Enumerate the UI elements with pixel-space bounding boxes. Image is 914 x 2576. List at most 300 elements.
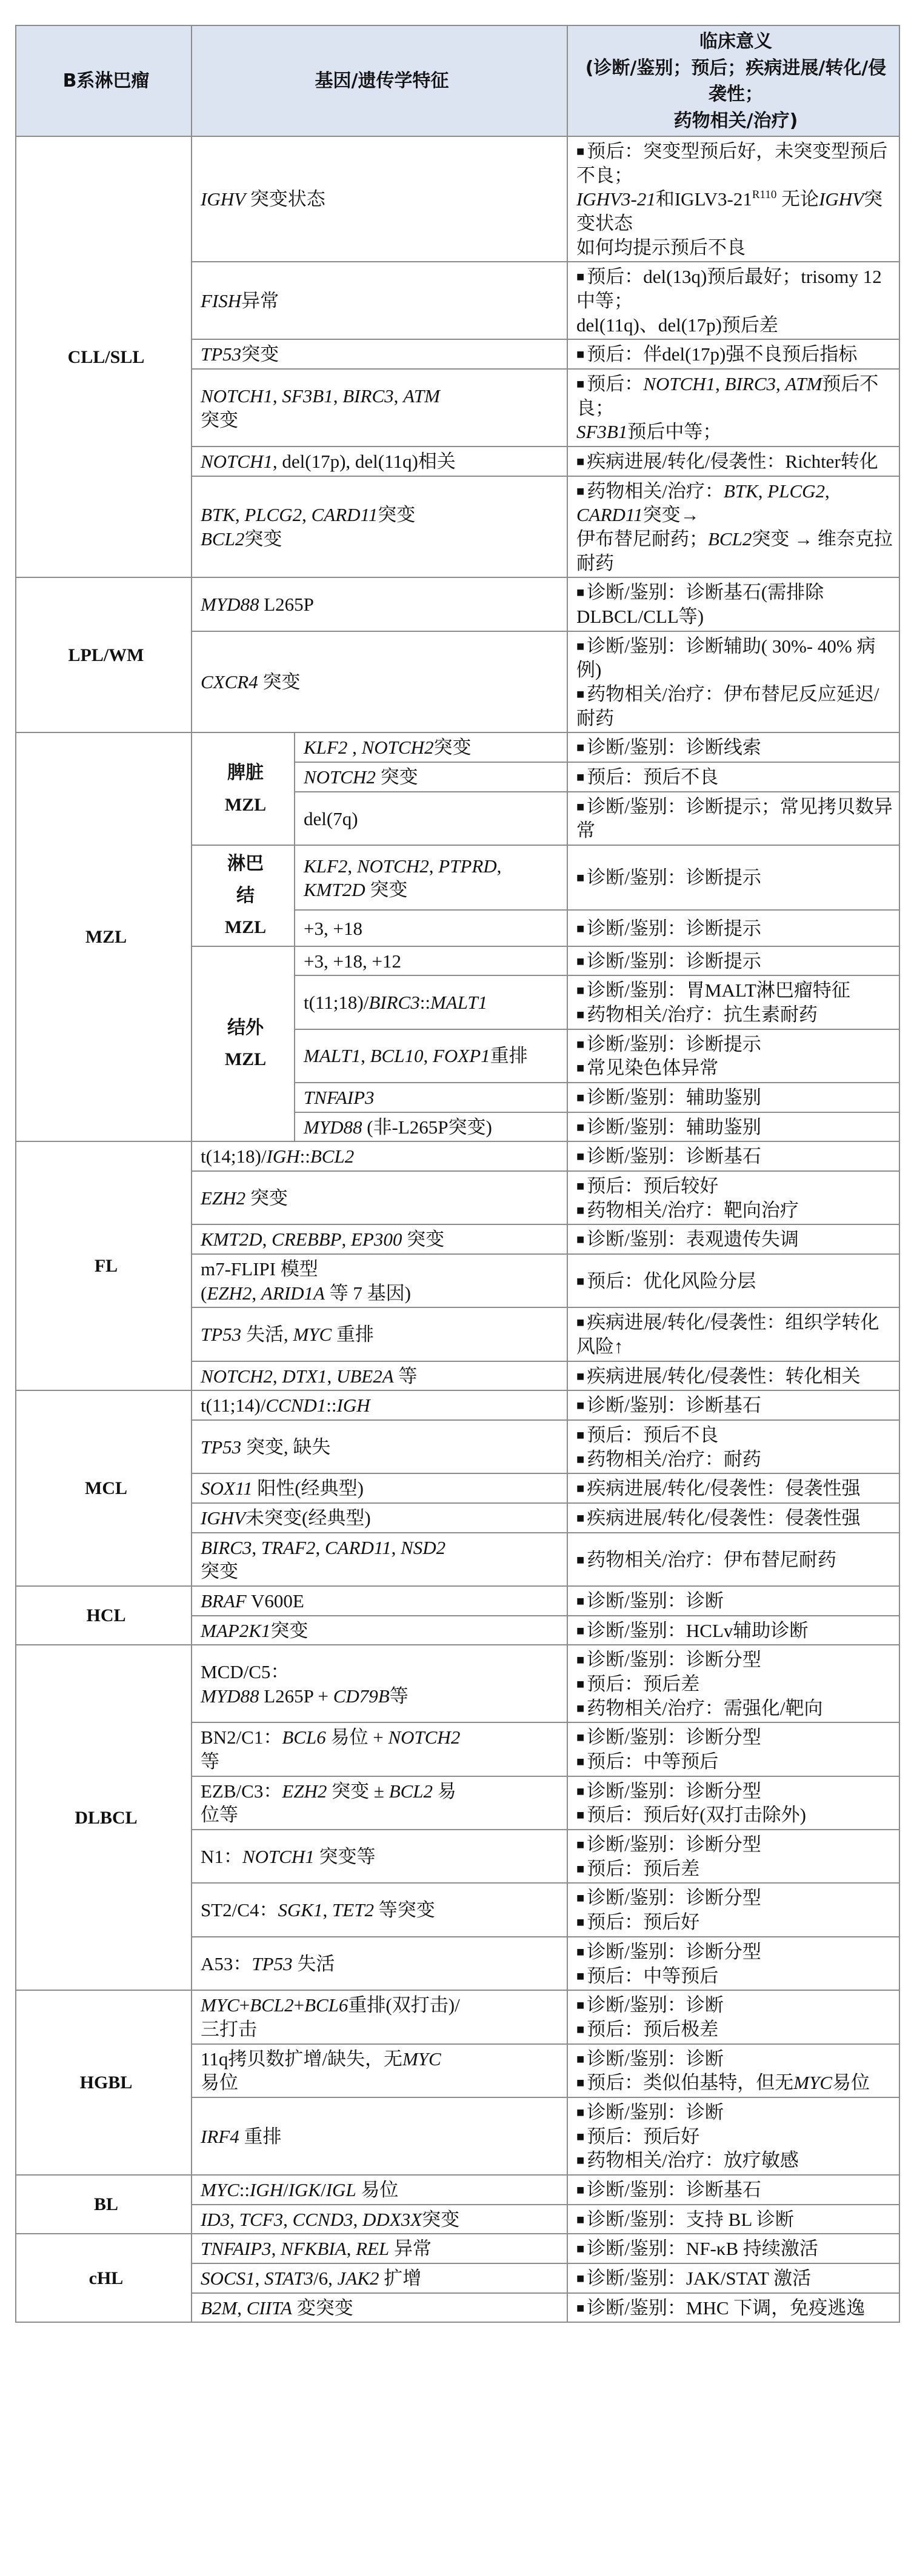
square-bullet-icon: ■ xyxy=(576,1968,585,1983)
square-bullet-icon: ■ xyxy=(576,1178,585,1194)
lymphoma-type-cell xyxy=(16,1141,192,1390)
table-row xyxy=(16,1586,899,1616)
clinical-significance-cell xyxy=(567,1083,899,1112)
genetic-feature-cell xyxy=(192,1616,567,1645)
genetic-feature-text: +3, +18, +12 xyxy=(304,950,401,972)
clinical-significance-cell xyxy=(567,2097,899,2175)
table-body xyxy=(16,136,899,2322)
clinical-significance-text: 诊断/鉴别：诊断分型 xyxy=(587,1780,761,1802)
clinical-significance-cell xyxy=(567,262,899,339)
clinical-significance-text: 预后：优化风险分层 xyxy=(587,1270,756,1292)
genetic-feature-cell xyxy=(192,262,567,339)
clinical-significance-text: 诊断/鉴别：诊断分型 xyxy=(587,1834,761,1856)
square-bullet-icon: ■ xyxy=(576,1861,585,1876)
clinical-significance-text: 诊断/鉴别：诊断分型 xyxy=(587,1649,761,1671)
genetic-feature-text: KMT2D 突变 xyxy=(304,879,408,901)
genetic-feature-text: 易位 xyxy=(201,2072,238,2094)
lymphoma-type-label: MZL xyxy=(85,927,127,948)
genetic-feature-cell xyxy=(192,1990,567,2043)
lymphoma-type-cell xyxy=(16,2234,192,2322)
clinical-significance-cell xyxy=(567,2205,899,2234)
lymphoma-type-cell xyxy=(16,732,192,1141)
genetic-feature-text: IGHV 突变状态 xyxy=(201,188,325,210)
genetic-feature-cell xyxy=(192,136,567,262)
clinical-significance-text: 预后：预后极差 xyxy=(587,2018,719,2040)
lymphoma-type-label: LPL/WM xyxy=(68,645,144,665)
genetic-feature-cell xyxy=(192,1171,567,1224)
lymphoma-type-cell xyxy=(16,1990,192,2175)
clinical-significance-text: 诊断/鉴别：辅助鉴别 xyxy=(587,1087,761,1108)
clinical-significance-cell xyxy=(567,446,899,476)
genetic-feature-cell xyxy=(295,845,567,910)
clinical-significance-cell xyxy=(567,1390,899,1420)
genetic-feature-cell xyxy=(192,1883,567,1936)
genetic-feature-cell xyxy=(192,1141,567,1171)
genetic-feature-cell xyxy=(295,1083,567,1112)
genetic-feature-text: 11q拷贝数扩增/缺失，无MYC xyxy=(201,2048,441,2070)
clinical-significance-cell xyxy=(567,1503,899,1533)
clinical-significance-text: 药物相关/治疗：伊布替尼耐药 xyxy=(587,1549,836,1570)
clinical-significance-text: 药物相关/治疗：耐药 xyxy=(587,1448,761,1470)
square-bullet-icon: ■ xyxy=(576,1090,585,1105)
genetic-feature-cell xyxy=(192,631,567,733)
header-sig-line-2: (诊断/鉴别；预后；疾病进展/转化/侵袭性； xyxy=(585,57,887,105)
square-bullet-icon: ■ xyxy=(576,740,585,755)
clinical-significance-text: 预后：预后好(双打击除外) xyxy=(587,1804,806,1826)
genetic-feature-text: TP53 突变, 缺失 xyxy=(201,1436,331,1458)
square-bullet-icon: ■ xyxy=(576,585,585,600)
genetic-feature-text: MYC::IGH/IGK/IGL 易位 xyxy=(201,2179,399,2200)
mzl-subtype-label: 淋巴 xyxy=(227,854,264,874)
lymphoma-type-label: HGBL xyxy=(79,2072,133,2093)
clinical-significance-text: 药物相关/治疗：放疗敏感 xyxy=(587,2149,799,2171)
genetic-feature-cell xyxy=(192,1645,567,1722)
square-bullet-icon: ■ xyxy=(576,1652,585,1668)
genetic-feature-text: FISH异常 xyxy=(201,290,279,312)
lymphoma-type-label: BL xyxy=(93,2194,119,2214)
clinical-significance-cell xyxy=(567,2175,899,2205)
clinical-significance-cell xyxy=(567,762,899,792)
square-bullet-icon: ■ xyxy=(576,2270,585,2286)
table-row xyxy=(16,577,899,631)
genetic-feature-cell xyxy=(295,732,567,762)
genetic-feature-cell xyxy=(192,2205,567,2234)
clinical-significance-text: 诊断/鉴别：诊断提示 xyxy=(587,1033,761,1055)
clinical-significance-cell xyxy=(567,1883,899,1936)
clinical-significance-cell xyxy=(567,577,899,631)
clinical-significance-text: 疾病进展/转化/侵袭性：转化相关 xyxy=(587,1365,861,1387)
table-row xyxy=(16,1645,899,1722)
clinical-significance-cell xyxy=(567,792,899,845)
clinical-significance-text: 诊断/鉴别：诊断基石 xyxy=(587,2179,761,2200)
header-sig-line-3: 药物相关/治疗) xyxy=(673,110,798,131)
lymphoma-type-cell xyxy=(16,1645,192,1990)
genetic-feature-text: EZH2 突变 xyxy=(201,1187,288,1209)
clinical-significance-text: 预后：预后差 xyxy=(587,1673,700,1695)
clinical-significance-cell xyxy=(567,1254,899,1307)
square-bullet-icon: ■ xyxy=(576,2075,585,2091)
genetic-feature-cell xyxy=(192,2293,567,2323)
genetic-feature-text: BRAF V600E xyxy=(201,1590,304,1612)
genetic-feature-text: (EZH2, ARID1A 等 7 基因) xyxy=(201,1282,412,1304)
square-bullet-icon: ■ xyxy=(576,1119,585,1135)
clinical-significance-text: 疾病进展/转化/侵袭性：Richter转化 xyxy=(587,451,878,473)
clinical-significance-text: 预后：预后好 xyxy=(587,2125,700,2147)
clinical-significance-text: 诊断/鉴别：诊断基石 xyxy=(587,1395,761,1416)
genetic-feature-text: TP53 失活, MYC 重排 xyxy=(201,1324,374,1346)
genetic-feature-text: MYD88 L265P + CD79B等 xyxy=(201,1685,409,1707)
genetic-feature-text: IGHV未突变(经典型) xyxy=(201,1507,371,1529)
square-bullet-icon: ■ xyxy=(576,983,585,998)
square-bullet-icon: ■ xyxy=(576,2021,585,2037)
genetic-feature-text: NOTCH2 突变 xyxy=(304,766,418,788)
genetic-feature-text: N1：NOTCH1 突变等 xyxy=(201,1845,376,1867)
mzl-subtype-label: MZL xyxy=(224,1049,267,1070)
genetic-feature-text: t(11;18)/BIRC3::MALT1 xyxy=(304,992,488,1014)
clinical-significance-text: 诊断/鉴别：诊断提示 xyxy=(587,867,761,889)
clinical-significance-text: 诊断/鉴别：胃MALT淋巴瘤特征 xyxy=(587,980,850,1001)
clinical-significance-text: IGHV3-21和$IGLV3-21^{R110}$ 无论IGHV突变状态 xyxy=(576,188,883,234)
clinical-significance-text: 诊断/鉴别：诊断基石(需排除 DLBCL/CLL等) xyxy=(576,582,824,628)
genetic-feature-cell xyxy=(192,1224,567,1254)
clinical-significance-text: 诊断/鉴别：诊断基石 xyxy=(587,1146,761,1167)
clinical-significance-text: 诊断/鉴别：诊断 xyxy=(587,1994,724,2016)
genetic-feature-cell xyxy=(192,1503,567,1533)
genetic-feature-cell xyxy=(192,446,567,476)
clinical-significance-text: 预后：NOTCH1, BIRC3, ATM预后不良； xyxy=(576,373,879,419)
genetic-feature-text: TNFAIP3 xyxy=(304,1087,375,1108)
clinical-significance-cell xyxy=(567,1533,899,1586)
clinical-significance-cell xyxy=(567,1141,899,1171)
square-bullet-icon: ■ xyxy=(576,1754,585,1770)
clinical-significance-text: 诊断/鉴别：辅助鉴别 xyxy=(587,1116,761,1138)
clinical-significance-text: 诊断/鉴别：支持 BL 诊断 xyxy=(587,2208,794,2230)
mzl-subtype-label: MZL xyxy=(224,794,267,815)
mzl-subtype-cell xyxy=(192,732,295,845)
clinical-significance-text: 诊断/鉴别：诊断线索 xyxy=(587,737,761,759)
clinical-significance-cell xyxy=(567,136,899,262)
genetic-feature-text: A53：TP53 失活 xyxy=(201,1953,335,1974)
genetic-feature-cell xyxy=(192,1361,567,1391)
clinical-significance-text: 诊断/鉴别：诊断 xyxy=(587,2101,724,2123)
square-bullet-icon: ■ xyxy=(576,2128,585,2144)
genetic-feature-cell xyxy=(295,946,567,976)
genetic-feature-cell xyxy=(295,910,567,946)
genetic-feature-text: CXCR4 突变 xyxy=(201,671,301,693)
square-bullet-icon: ■ xyxy=(576,1914,585,1930)
genetic-feature-cell xyxy=(295,792,567,845)
genetic-feature-text: NOTCH2, DTX1, UBE2A 等 xyxy=(201,1365,418,1387)
clinical-significance-text: 诊断/鉴别：JAK/STAT 激活 xyxy=(587,2267,812,2289)
clinical-significance-cell xyxy=(567,1616,899,1645)
square-bullet-icon: ■ xyxy=(576,2104,585,2120)
genetic-feature-cell xyxy=(192,1776,567,1830)
clinical-significance-text: 药物相关/治疗：伊布替尼反应延迟/耐药 xyxy=(576,683,879,729)
clinical-significance-cell xyxy=(567,1420,899,1473)
table-row xyxy=(16,2234,899,2263)
square-bullet-icon: ■ xyxy=(576,347,585,362)
clinical-significance-cell xyxy=(567,2234,899,2263)
genetic-feature-text: MYD88 (非-L265P突变) xyxy=(304,1116,492,1138)
clinical-significance-cell xyxy=(567,1307,899,1361)
genetic-feature-cell xyxy=(192,2044,567,2097)
clinical-significance-cell xyxy=(567,2044,899,2097)
genetic-feature-cell xyxy=(192,1937,567,1990)
clinical-significance-cell xyxy=(567,476,899,578)
square-bullet-icon: ■ xyxy=(576,2051,585,2066)
square-bullet-icon: ■ xyxy=(576,2153,585,2168)
square-bullet-icon: ■ xyxy=(576,1807,585,1823)
square-bullet-icon: ■ xyxy=(576,638,585,654)
genetic-feature-text: 三打击 xyxy=(201,2018,257,2040)
header-genetic-feature: 基因/遗传学特征 xyxy=(192,25,567,136)
clinical-significance-cell xyxy=(567,1990,899,2043)
clinical-significance-text: SF3B1预后中等； xyxy=(576,421,722,443)
clinical-significance-text: 诊断/鉴别：诊断 xyxy=(587,1590,724,1612)
square-bullet-icon: ■ xyxy=(576,769,585,785)
lymphoma-genetics-table xyxy=(15,25,900,2323)
genetic-feature-text: NOTCH1, SF3B1, BIRC3, ATM xyxy=(201,385,440,407)
square-bullet-icon: ■ xyxy=(576,1202,585,1218)
mzl-subtype-cell xyxy=(192,845,295,946)
genetic-feature-cell xyxy=(192,476,567,578)
mzl-subtype-cell xyxy=(192,946,295,1142)
genetic-feature-text: m7-FLIPI 模型 xyxy=(201,1258,318,1280)
table-row xyxy=(16,1990,899,2043)
square-bullet-icon: ■ xyxy=(576,1451,585,1467)
genetic-feature-cell xyxy=(192,1586,567,1616)
clinical-significance-cell xyxy=(567,1361,899,1391)
table-header-row xyxy=(16,25,899,136)
clinical-significance-text: 诊断/鉴别：诊断提示 xyxy=(587,950,761,972)
genetic-feature-text: 突变 xyxy=(201,409,238,431)
genetic-feature-text: MAP2K1突变 xyxy=(201,1619,309,1641)
table-row xyxy=(16,732,899,762)
square-bullet-icon: ■ xyxy=(576,1427,585,1443)
genetic-feature-text: del(7q) xyxy=(304,808,358,829)
genetic-feature-text: 突变 xyxy=(201,1561,238,1582)
genetic-feature-cell xyxy=(192,1254,567,1307)
square-bullet-icon: ■ xyxy=(576,2241,585,2257)
square-bullet-icon: ■ xyxy=(576,1890,585,1906)
clinical-significance-cell xyxy=(567,1722,899,1776)
lymphoma-type-label: MCL xyxy=(85,1478,127,1499)
square-bullet-icon: ■ xyxy=(576,1006,585,1022)
lymphoma-type-cell xyxy=(16,136,192,577)
genetic-feature-text: IRF4 重排 xyxy=(201,2125,282,2147)
square-bullet-icon: ■ xyxy=(576,1837,585,1853)
clinical-significance-cell xyxy=(567,1645,899,1722)
square-bullet-icon: ■ xyxy=(576,2182,585,2197)
square-bullet-icon: ■ xyxy=(576,1368,585,1384)
clinical-significance-text: 诊断/鉴别：MHC 下调，免疫逃逸 xyxy=(587,2297,866,2319)
clinical-significance-text: 预后：中等预后 xyxy=(587,1751,719,1773)
genetic-feature-cell xyxy=(295,975,567,1029)
clinical-significance-text: 预后：中等预后 xyxy=(587,1965,719,1987)
genetic-feature-text: MYC+BCL2+BCL6重排(双打击)/ xyxy=(201,1994,460,2016)
square-bullet-icon: ■ xyxy=(576,1149,585,1164)
clinical-significance-cell xyxy=(567,845,899,910)
genetic-feature-cell xyxy=(295,1112,567,1142)
clinical-significance-text: del(11q)、del(17p)预后差 xyxy=(576,314,778,336)
header-sig-line-1: 临床意义 xyxy=(699,31,772,52)
genetic-feature-cell xyxy=(295,1029,567,1083)
clinical-significance-cell xyxy=(567,1830,899,1883)
genetic-feature-text: 等 xyxy=(201,1751,219,1773)
genetic-feature-text: MALT1, BCL10, FOXP1重排 xyxy=(304,1045,528,1067)
square-bullet-icon: ■ xyxy=(576,1510,585,1526)
mzl-subtype-label: 结 xyxy=(236,885,255,906)
square-bullet-icon: ■ xyxy=(576,2300,585,2315)
clinical-significance-text: 预后：突变型预后好，未突变型预后不良； xyxy=(576,141,888,186)
genetic-feature-cell xyxy=(192,1390,567,1420)
clinical-significance-text: 诊断/鉴别：诊断 xyxy=(587,2048,724,2070)
clinical-significance-cell xyxy=(567,1937,899,1990)
header-lymphoma-type: B系淋巴瘤 xyxy=(16,25,192,136)
clinical-significance-cell xyxy=(567,1776,899,1830)
clinical-significance-text: 疾病进展/转化/侵袭性：侵袭性强 xyxy=(587,1507,861,1529)
genetic-feature-text: t(14;18)/IGH::BCL2 xyxy=(201,1146,355,1167)
clinical-significance-cell xyxy=(567,946,899,976)
clinical-significance-text: 诊断/鉴别：诊断分型 xyxy=(587,1887,761,1909)
genetic-feature-text: SOCS1, STAT3/6, JAK2 扩增 xyxy=(201,2267,422,2289)
clinical-significance-text: 诊断/鉴别：HCLv辅助诊断 xyxy=(587,1619,809,1641)
genetic-feature-text: NOTCH1, del(17p), del(11q)相关 xyxy=(201,451,456,473)
square-bullet-icon: ■ xyxy=(576,269,585,285)
lymphoma-type-label: DLBCL xyxy=(75,1807,138,1828)
genetic-feature-cell xyxy=(192,339,567,369)
genetic-feature-cell xyxy=(192,1722,567,1776)
square-bullet-icon: ■ xyxy=(576,1783,585,1799)
clinical-significance-cell xyxy=(567,2293,899,2323)
clinical-significance-text: 药物相关/治疗：需强化/靶向 xyxy=(587,1697,823,1719)
square-bullet-icon: ■ xyxy=(576,1700,585,1716)
clinical-significance-text: 疾病进展/转化/侵袭性：组织学转化风险↑ xyxy=(576,1312,879,1358)
genetic-feature-cell xyxy=(192,2234,567,2263)
genetic-feature-text: KLF2 , NOTCH2突变 xyxy=(304,737,472,759)
square-bullet-icon: ■ xyxy=(576,1944,585,1959)
genetic-feature-text: +3, +18 xyxy=(304,917,362,939)
table-row xyxy=(16,1390,899,1420)
table-row xyxy=(16,1141,899,1171)
genetic-feature-cell xyxy=(192,2097,567,2175)
genetic-feature-cell xyxy=(295,762,567,792)
genetic-feature-text: BTK, PLCG2, CARD11突变 xyxy=(201,504,416,526)
table-row xyxy=(16,2175,899,2205)
square-bullet-icon: ■ xyxy=(576,376,585,392)
clinical-significance-cell xyxy=(567,339,899,369)
clinical-significance-cell xyxy=(567,975,899,1029)
genetic-feature-cell xyxy=(192,369,567,446)
genetic-feature-text: 位等 xyxy=(201,1804,238,1826)
header-clinical-significance xyxy=(567,25,899,136)
square-bullet-icon: ■ xyxy=(576,1315,585,1330)
clinical-significance-text: 预后：预后不良 xyxy=(587,766,719,788)
square-bullet-icon: ■ xyxy=(576,1676,585,1692)
clinical-significance-text: 预后：预后好 xyxy=(587,1911,700,1933)
clinical-significance-text: 伊布替尼耐药；BCL2突变 → 维奈克拉耐药 xyxy=(576,528,893,574)
square-bullet-icon: ■ xyxy=(576,1593,585,1609)
clinical-significance-cell xyxy=(567,1029,899,1083)
genetic-feature-text: MYD88 L265P xyxy=(201,594,314,616)
square-bullet-icon: ■ xyxy=(576,144,585,159)
clinical-significance-text: 诊断/鉴别：诊断分型 xyxy=(587,1727,761,1748)
square-bullet-icon: ■ xyxy=(576,1622,585,1638)
clinical-significance-text: 预后：预后不良 xyxy=(587,1424,719,1446)
genetic-feature-text: TP53突变 xyxy=(201,344,279,365)
clinical-significance-text: 如何均提示预后不良 xyxy=(576,236,746,258)
clinical-significance-cell xyxy=(567,732,899,762)
mzl-subtype-label: 脾脏 xyxy=(227,763,264,783)
genetic-feature-text: BN2/C1：BCL6 易位 + NOTCH2 xyxy=(201,1727,461,1748)
clinical-significance-cell xyxy=(567,1586,899,1616)
clinical-significance-cell xyxy=(567,1171,899,1224)
clinical-significance-cell xyxy=(567,2263,899,2293)
clinical-significance-cell xyxy=(567,1112,899,1142)
genetic-feature-text: ID3, TCF3, CCND3, DDX3X突变 xyxy=(201,2208,460,2230)
clinical-significance-text: 预后：del(13q)预后最好；trisomy 12中等； xyxy=(576,266,882,312)
square-bullet-icon: ■ xyxy=(576,454,585,470)
square-bullet-icon: ■ xyxy=(576,1481,585,1496)
clinical-significance-text: 诊断/鉴别：诊断提示 xyxy=(587,917,761,939)
lymphoma-type-label: CLL/SLL xyxy=(67,347,145,367)
square-bullet-icon: ■ xyxy=(576,1036,585,1052)
genetic-feature-cell xyxy=(192,1307,567,1361)
square-bullet-icon: ■ xyxy=(576,953,585,969)
square-bullet-icon: ■ xyxy=(576,1398,585,1413)
square-bullet-icon: ■ xyxy=(576,1060,585,1076)
square-bullet-icon: ■ xyxy=(576,483,585,499)
square-bullet-icon: ■ xyxy=(576,2211,585,2227)
genetic-feature-cell xyxy=(192,1473,567,1503)
clinical-significance-text: 预后：预后差 xyxy=(587,1857,700,1879)
lymphoma-type-cell xyxy=(16,577,192,732)
lymphoma-type-cell xyxy=(16,1586,192,1645)
square-bullet-icon: ■ xyxy=(576,798,585,814)
genetic-feature-text: SOX11 阳性(经典型) xyxy=(201,1478,364,1499)
genetic-feature-text: KMT2D, CREBBP, EP300 突变 xyxy=(201,1229,445,1250)
genetic-feature-cell xyxy=(192,577,567,631)
clinical-significance-cell xyxy=(567,369,899,446)
lymphoma-type-label: FL xyxy=(94,1256,118,1276)
genetic-feature-cell xyxy=(192,1533,567,1586)
clinical-significance-cell xyxy=(567,1473,899,1503)
genetic-feature-text: KLF2, NOTCH2, PTPRD, xyxy=(304,855,502,877)
genetic-feature-text: MCD/C5： xyxy=(201,1661,290,1683)
clinical-significance-text: 预后：伴del(17p)强不良预后指标 xyxy=(587,344,858,365)
lymphoma-type-cell xyxy=(16,2175,192,2234)
clinical-significance-text: 诊断/鉴别：NF-κB 持续激活 xyxy=(587,2238,818,2260)
clinical-significance-text: 诊断/鉴别：诊断分型 xyxy=(587,1940,761,1962)
clinical-significance-text: 诊断/鉴别：表观遗传失调 xyxy=(587,1229,799,1250)
clinical-significance-text: 药物相关/治疗：靶向治疗 xyxy=(587,1199,799,1221)
square-bullet-icon: ■ xyxy=(576,686,585,702)
genetic-feature-text: t(11;14)/CCND1::IGH xyxy=(201,1395,370,1416)
genetic-feature-text: TNFAIP3, NFKBIA, REL 异常 xyxy=(201,2238,432,2260)
genetic-feature-text: EZB/C3：EZH2 突变 ± BCL2 易 xyxy=(201,1780,456,1802)
square-bullet-icon: ■ xyxy=(576,1232,585,1247)
clinical-significance-cell xyxy=(567,910,899,946)
table-row xyxy=(16,136,899,262)
genetic-feature-text: BCL2突变 xyxy=(201,528,282,550)
genetic-feature-cell xyxy=(192,2175,567,2205)
genetic-feature-text: B2M, CIITA 変突变 xyxy=(201,2297,353,2319)
clinical-significance-text: 诊断/鉴别：诊断提示；常见拷贝数异常 xyxy=(576,795,893,842)
genetic-feature-cell xyxy=(192,1420,567,1473)
clinical-significance-cell xyxy=(567,631,899,733)
clinical-significance-text: 预后：预后较好 xyxy=(587,1175,719,1197)
square-bullet-icon: ■ xyxy=(576,1730,585,1745)
